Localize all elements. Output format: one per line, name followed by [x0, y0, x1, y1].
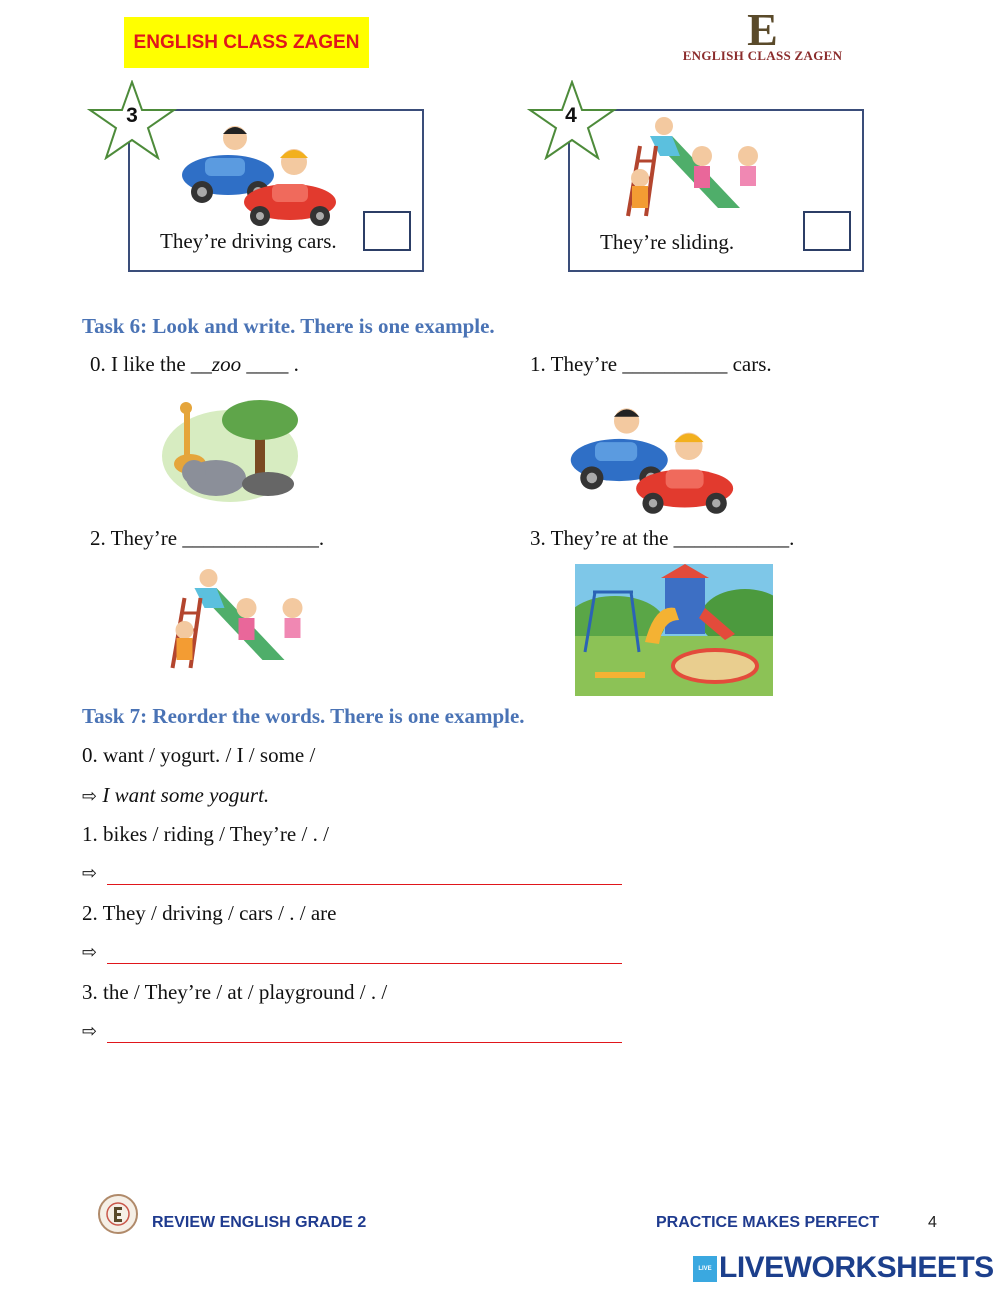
- liveworksheets-logo-icon: [693, 1256, 717, 1282]
- card-number: 4: [565, 104, 577, 127]
- footer-left: REVIEW ENGLISH GRADE 2: [152, 1214, 367, 1231]
- playground-illustration: [575, 564, 773, 696]
- brand-label: ENGLISH CLASS ZAGEN: [133, 31, 360, 53]
- item-suffix: ____ .: [241, 352, 299, 376]
- kids-driving-cars-illustration: [568, 402, 738, 518]
- brand-badge: [124, 17, 369, 68]
- card-number: 3: [126, 104, 138, 127]
- card-caption: They’re sliding.: [600, 230, 735, 254]
- task-7-item-3: 3. the / They’re / at / playground / . /: [82, 980, 388, 1004]
- kids-sliding-illustration: [620, 116, 770, 228]
- task-6-item-1: 1. They’re __________ cars.: [530, 352, 772, 376]
- task-7-item-1: 1. bikes / riding / They’re / . /: [82, 822, 329, 846]
- answer-line-1[interactable]: [107, 884, 622, 885]
- kids-sliding-illustration: [162, 568, 317, 680]
- logo-text: ENGLISH CLASS ZAGEN: [682, 48, 843, 63]
- zoo-illustration: [160, 394, 300, 504]
- answer-box[interactable]: [363, 211, 411, 251]
- arrow-icon: ⇨: [82, 863, 98, 884]
- logo-badge-text: LIVE: [698, 1266, 712, 1272]
- task-6-item-2: 2. They’re _____________.: [90, 526, 325, 550]
- liveworksheets-brand[interactable]: LIVEWORKSHEETS: [719, 1251, 994, 1284]
- arrow-icon: ⇨: [82, 1021, 98, 1042]
- card-caption: They’re driving cars.: [160, 229, 337, 253]
- footer-right: PRACTICE MAKES PERFECT: [656, 1214, 880, 1231]
- task-7-example-prompt: 0. want / yogurt. / I / some /: [82, 743, 316, 767]
- answer-line-3[interactable]: [107, 1042, 622, 1043]
- page-number: 4: [928, 1214, 937, 1231]
- kids-driving-cars-illustration: [180, 120, 340, 230]
- item-prefix: 0. I like the __: [90, 352, 212, 376]
- answer-line-2[interactable]: [107, 963, 622, 964]
- arrow-icon: ⇨: [82, 786, 98, 807]
- class-logo: [680, 6, 845, 76]
- school-seal-icon: [97, 1193, 139, 1235]
- example-answer: I want some yogurt.: [102, 783, 270, 807]
- task-7-title: Task 7: Reorder the words. There is one example.: [82, 704, 525, 728]
- task-7-example-answer-row: [82, 783, 269, 808]
- item-answer: zoo: [211, 352, 242, 376]
- task-6-item-3: 3. They’re at the ___________.: [530, 526, 795, 550]
- arrow-icon: ⇨: [82, 942, 98, 963]
- task-6-title: Task 6: Look and write. There is one example.: [82, 314, 495, 338]
- answer-box[interactable]: [803, 211, 851, 251]
- task-7-item-2: 2. They / driving / cars / . / are: [82, 901, 337, 925]
- logo-letter: E: [747, 4, 778, 55]
- task-6-item-0: [90, 352, 299, 377]
